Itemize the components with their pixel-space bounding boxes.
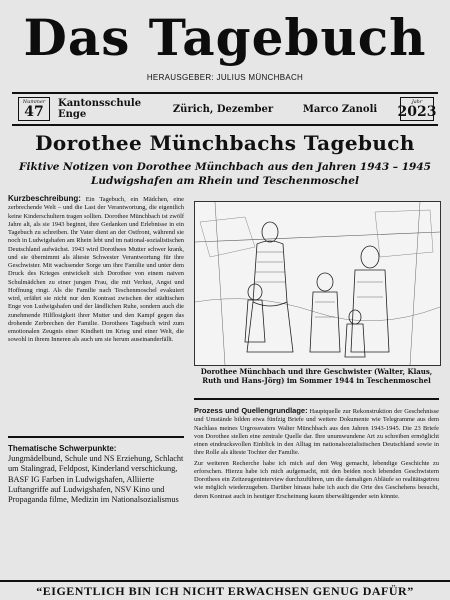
masthead-title: Das Tagebuch bbox=[23, 8, 427, 67]
publisher-line: HERAUSGEBER: JULIUS MÜNCHBACH bbox=[146, 73, 304, 82]
year-box bbox=[397, 97, 437, 121]
subhead-line-2: Ludwigshafen am Rhein und Teschenmoschel bbox=[91, 175, 359, 187]
family-photo bbox=[194, 201, 441, 366]
pull-quote: “EIGENTLICH BIN ICH NICHT ERWACHSEN GENUG DAFÜR” bbox=[36, 584, 414, 598]
focus-title: Thematische Schwerpunkte: bbox=[8, 444, 117, 453]
family-sketch-illustration bbox=[195, 202, 440, 365]
year-label: Jahr bbox=[411, 99, 423, 105]
photo-caption: Dorothee Münchbach und ihre Geschwister (Walter, Klaus, Ruth und Hans-Jörg) im Sommer 1944 in Teschenmoschel bbox=[200, 367, 433, 385]
subhead-line-1: Fiktive Notizen von Dorothee Münchbach aus den Jahren 1943 – 1945 bbox=[19, 161, 431, 173]
process-text-1: Hauptquelle zur Rekonstruktion der Geschehnisse und Umstände bilden etwa fünfzig Briefe und weitere Dokumente wie Telegramme aus dem Nachlass meines Urgrossvaters Walter Münchbach aus den Jahren 1943-1945. Die 23 Briefe von Dorothee stellen eine zentrale Quelle dar. Ihre unumwundene Art zu schreiben ermöglicht einen eindrucksvollen Einblick in den Alltag im nationalsozialistischen Deutschland sowie in ihre Rolle als älteste Tochter der Familie. bbox=[194, 408, 439, 457]
author-name: Marco Zanoli bbox=[302, 103, 378, 115]
summary-column bbox=[8, 195, 184, 345]
focus-divider bbox=[8, 436, 184, 438]
issue-number-box bbox=[18, 97, 50, 121]
process-text-2: Zur weiteren Recherche habe ich mich auf den Weg gemacht, lebendige Geschichte zu erforschen. Hierzu habe ich mich aufgemacht, mit den beiden noch lebenden Geschwistern Dorothees ein Zeitzeugeninterview durchzuführen, um die damaligen Abläufe so realitätsgetreu wie möglich wiederzugeben. Darüber hinaus habe ich auch die Orte des Geschehens besucht, deren Kontrast auch in heutiger Erscheinung kaum überwältigender sein könnte. bbox=[194, 459, 439, 500]
focus-text: Jungmädelbund, Schule und NS Erziehung, Schlacht um Stalingrad, Feldpost, Kinderland verschickung, BASF IG Farben in Ludwigshafen, Alliierte Luftangriffe auf Ludwigshafen, NSV Kino und Propaganda filme, Medizin im Nationalsozialismus bbox=[8, 454, 184, 505]
school-name: Kantonsschule Enge bbox=[58, 98, 142, 120]
quote-rule bbox=[0, 580, 450, 582]
subheadline bbox=[0, 160, 450, 188]
year-value: 2023 bbox=[397, 104, 437, 120]
issue-number-label: Nummer bbox=[22, 99, 46, 105]
summary-text: Ein Tagebuch, ein Mädchen, eine zerbrechende Welt – und die Last der Verantwortung, die eigentlich keine Kinderschultern tragen sollten. Dorothee Münchbach ist zwölf Jahre alt, als sie 1943 beginnt, ihre Gedanken und Erlebnisse in ein Tagebuch zu schreiben. Ihr Vater dient an der Ostfront, während sie noch in Ludwigshafen am Rhein lebt und im national-sozialistischen Deutschland aufwächst. 1943 wird Dorothees Mutter schwer krank, und sie übernimmt als älteste Schwester Verantwortung für ihre Geschwister. Mit wachsender Sorge um ihre Familie und unter dem Druck des Krieges entwickelt sich Dorothee von einem naiven Schulmädchen zu einer jungen Frau, die mit Verlust, Angst und Hoffnung ringt. Als die Familie nach Teschenmoschel evakuiert wird, erfährt sie nicht nur den Kontrast zwischen der städtischen Enge von Ludwigshafen und der ländlichen Ruhe, sondern auch die zunehmende Hilflosigkeit ihrer Mutter und den Kampf gegen das drohende Zerbrechen der Familie. Dorothees Tagebuch wird zum emotionalen Zeugnis einer Kindheit im Krieg und einer Welt, die sowohl in ihrem Inneren als auch um sie herum auseinanderfällt. bbox=[8, 196, 184, 344]
focus-section bbox=[8, 444, 184, 505]
headline: Dorothee Münchbachs Tagebuch bbox=[35, 131, 415, 155]
summary-title: Kurzbeschreibung: bbox=[8, 194, 81, 203]
info-bar bbox=[12, 92, 438, 126]
process-column bbox=[194, 407, 439, 501]
process-divider bbox=[194, 398, 439, 400]
issue-number: 47 bbox=[24, 104, 44, 120]
process-title: Prozess und Quellengrundlage: bbox=[194, 406, 308, 415]
place-date: Zürich, Dezember bbox=[172, 103, 274, 115]
